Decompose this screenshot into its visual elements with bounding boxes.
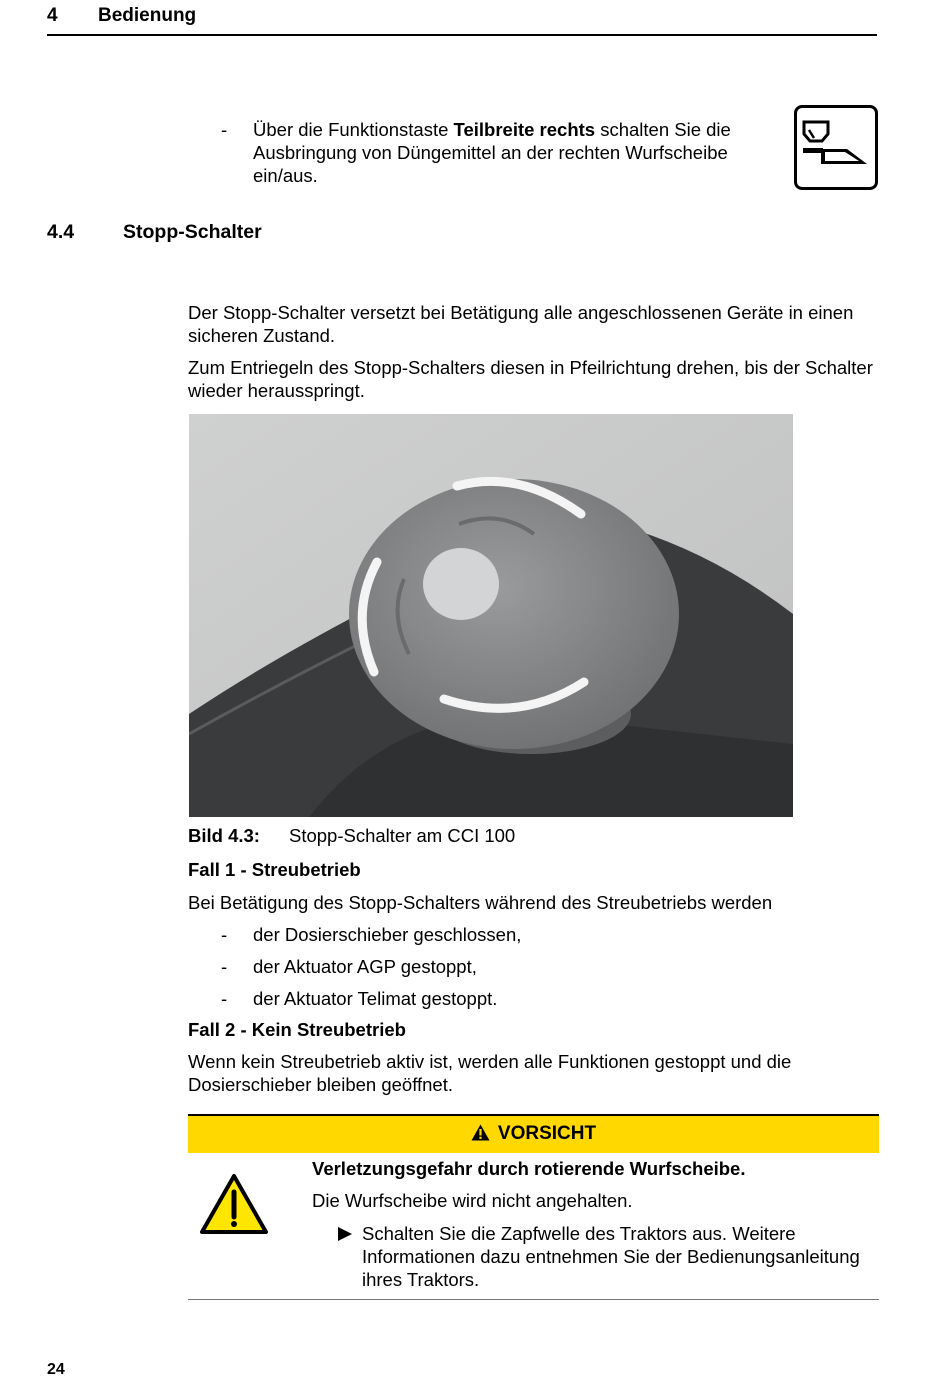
right-section-spreader-icon [794, 105, 878, 190]
case1-intro: Bei Betätigung des Stopp-Schalters während des Streubetriebs werden [188, 892, 773, 913]
warning-step: Schalten Sie die Zapfwelle des Traktors aus. Weitere Informationen dazu entnehmen Sie der Bedienungsanleitung ihres Traktors. [362, 1223, 860, 1290]
list-dash: - [221, 988, 228, 1009]
list-item-text: der Aktuator Telimat gestoppt. [253, 988, 498, 1009]
warning-label: VORSICHT [497, 1123, 597, 1144]
stop-switch-photo [189, 414, 793, 817]
section-title: Stopp-Schalter [123, 221, 262, 243]
section-number: 4.4 [47, 221, 75, 243]
case1-title: Fall 1 - Streubetrieb [188, 859, 361, 880]
intro-text-after: schalten Sie die Ausbringung von Düngemittel an der rechten Wurfscheibe ein/aus. [253, 119, 731, 186]
warning-title: Verletzungsgefahr durch rotierende Wurfscheibe. [312, 1158, 746, 1179]
list-dash: - [221, 924, 228, 945]
list-dash: - [221, 956, 228, 977]
figure-label: Bild 4.3: [188, 825, 260, 846]
warning-triangle-icon [471, 1124, 490, 1141]
case2-text: Wenn kein Streubetrieb aktiv ist, werden alle Funktionen gestoppt und die Dosierschieber bleiben geöffnet. [188, 1051, 792, 1095]
list-item-text: der Dosierschieber geschlossen, [253, 924, 522, 945]
intro-text-before: Über die Funktionstaste [253, 119, 454, 140]
warning-header [188, 1116, 879, 1153]
warning-text: Die Wurfscheibe wird nicht angehalten. [312, 1190, 633, 1211]
paragraph-2: Zum Entriegeln des Stopp-Schalters diesen in Pfeilrichtung drehen, bis der Schalter wieder herausspringt. [188, 357, 873, 401]
chapter-title: Bedienung [98, 5, 197, 26]
warning-header-bar [188, 1116, 879, 1153]
chapter-number: 4 [47, 5, 58, 26]
warning-bottom-rule [188, 1299, 879, 1300]
hazard-warning-icon [199, 1172, 269, 1236]
figure-caption: Stopp-Schalter am CCI 100 [289, 825, 516, 846]
page-number: 24 [47, 1361, 65, 1378]
paragraph-1: Der Stopp-Schalter versetzt bei Betätigung alle angeschlossenen Geräte in einen sicheren Zustand. [188, 302, 854, 346]
intro-item-text [253, 118, 753, 187]
list-item-text: der Aktuator AGP gestoppt, [253, 956, 477, 977]
case2-title: Fall 2 - Kein Streubetrieb [188, 1019, 406, 1040]
arrow-right-icon [337, 1226, 353, 1247]
intro-text-bold: Teilbreite rechts [453, 119, 596, 140]
list-dash: - [221, 119, 228, 140]
page-header [47, 0, 877, 36]
